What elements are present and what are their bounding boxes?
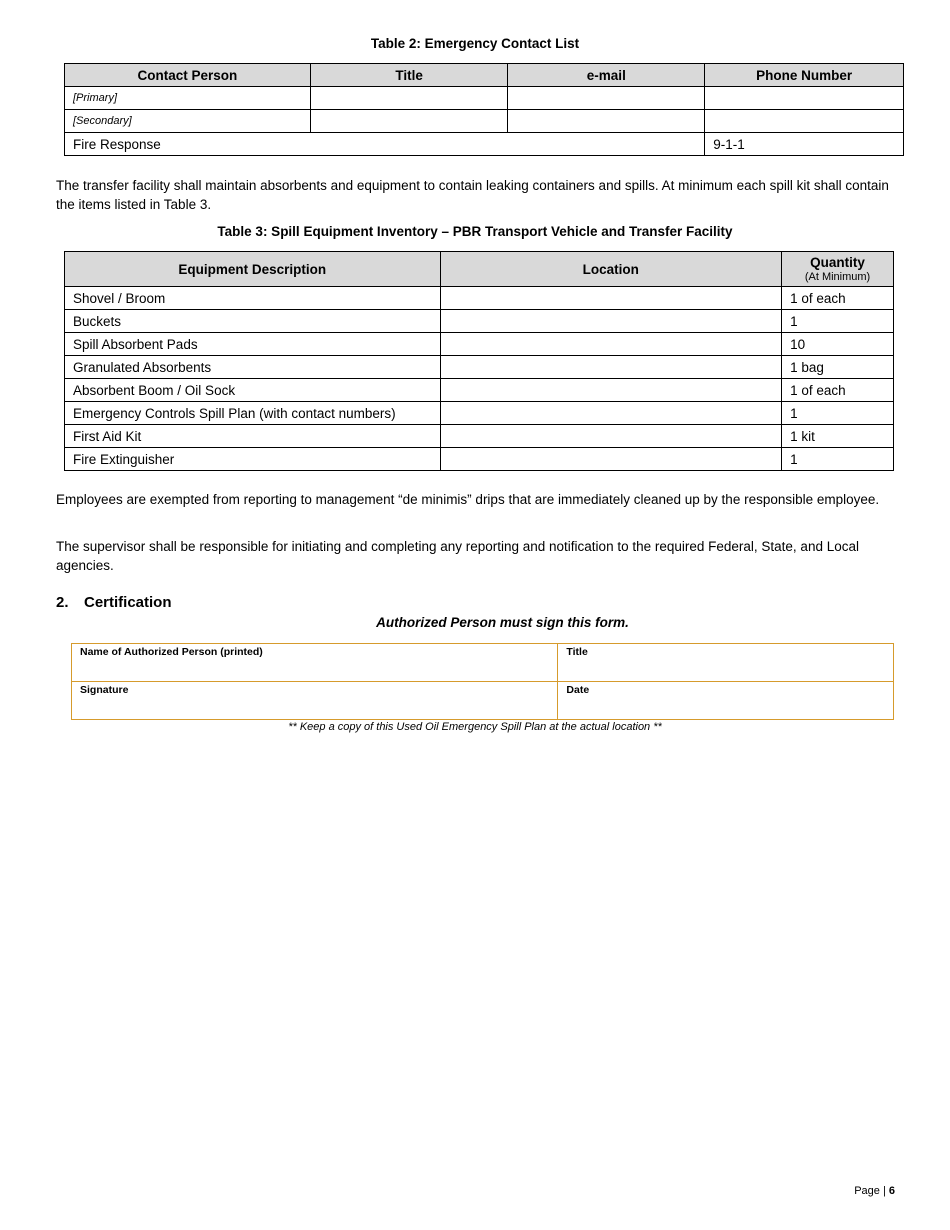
equipment-description: Buckets [65,310,441,333]
equipment-quantity: 1 kit [782,425,894,448]
equipment-location[interactable] [440,333,782,356]
equipment-location[interactable] [440,402,782,425]
certification-table [71,643,894,720]
section-title: Certification [84,594,172,611]
quantity-subheader: (At Minimum) [804,271,871,283]
phone-cell[interactable] [705,87,904,110]
table-row [72,682,894,720]
equipment-quantity: 1 [782,448,894,471]
paragraph-supervisor: The supervisor shall be responsible for initiating and completing any reporting and notification to the required Federal, State, and Local agencies. [56,539,859,573]
table-row [65,448,894,471]
column-header: Title [310,64,508,87]
emergency-contact-table [64,63,904,156]
table-header-row [65,252,894,287]
equipment-description: Emergency Controls Spill Plan (with contact numbers) [65,402,441,425]
table-row [65,379,894,402]
column-header: Contact Person [65,64,311,87]
contact-cell[interactable]: [Secondary] [65,110,311,133]
page-number [854,1185,895,1197]
table-row [65,425,894,448]
table-row [65,333,894,356]
equipment-description: Granulated Absorbents [65,356,441,379]
fire-response-phone: 9-1-1 [705,133,904,156]
email-cell[interactable] [508,87,705,110]
equipment-quantity: 1 [782,310,894,333]
equipment-description: Fire Extinguisher [65,448,441,471]
equipment-quantity: 1 [782,402,894,425]
equipment-location[interactable] [440,425,782,448]
email-cell[interactable] [508,110,705,133]
authorized-title-field[interactable]: Title [558,644,894,682]
equipment-description: Absorbent Boom / Oil Sock [65,379,441,402]
section-heading [56,594,172,611]
equipment-description: Spill Absorbent Pads [65,333,441,356]
equipment-location[interactable] [440,379,782,402]
signature-field[interactable]: Signature [72,682,558,720]
paragraph-de-minimis: Employees are exempted from reporting to management “de minimis” drips that are immediately cleaned up by the responsible employee. [56,492,880,507]
date-field[interactable]: Date [558,682,894,720]
table-row [65,310,894,333]
column-header: Equipment Description [65,252,441,287]
contact-cell[interactable]: [Primary] [65,87,311,110]
equipment-quantity: 1 of each [782,379,894,402]
equipment-quantity: 1 bag [782,356,894,379]
equipment-description: Shovel / Broom [65,287,441,310]
equipment-description: First Aid Kit [65,425,441,448]
equipment-location[interactable] [440,287,782,310]
phone-cell[interactable] [705,110,904,133]
column-header-quantity [782,252,894,287]
spill-equipment-table [64,251,894,471]
equipment-quantity: 1 of each [782,287,894,310]
fire-response-label: Fire Response [65,133,705,156]
section-number: 2. [56,594,69,611]
quantity-header: Quantity [810,255,865,270]
column-header: Phone Number [705,64,904,87]
equipment-location[interactable] [440,310,782,333]
keep-copy-note: ** Keep a copy of this Used Oil Emergency Spill Plan at the actual location ** [288,721,662,733]
page-label: Page [854,1185,880,1197]
column-header: Location [440,252,782,287]
page-number-value: 6 [888,1185,895,1197]
equipment-location[interactable] [440,356,782,379]
table-row [65,402,894,425]
title-cell[interactable] [310,110,508,133]
table-row [65,356,894,379]
page-separator: | [882,1185,886,1197]
table2-caption: Table 2: Emergency Contact List [370,36,580,51]
equipment-location[interactable] [440,448,782,471]
column-header: e-mail [508,64,705,87]
table-row [65,287,894,310]
title-cell[interactable] [310,87,508,110]
table3-caption: Table 3: Spill Equipment Inventory – PBR Transport Vehicle and Transfer Facility [217,224,733,239]
table-header-row [65,64,904,87]
equipment-quantity: 10 [782,333,894,356]
table-row [65,133,904,156]
paragraph-spill-kit: The transfer facility shall maintain absorbents and equipment to contain leaking containers and spills. At minimum each spill kit shall contain the items listed in Table 3. [56,178,889,212]
table-row [65,110,904,133]
authorized-name-field[interactable]: Name of Authorized Person (printed) [72,644,558,682]
sign-instruction: Authorized Person must sign this form. [376,615,629,630]
table-row [72,644,894,682]
table-row [65,87,904,110]
